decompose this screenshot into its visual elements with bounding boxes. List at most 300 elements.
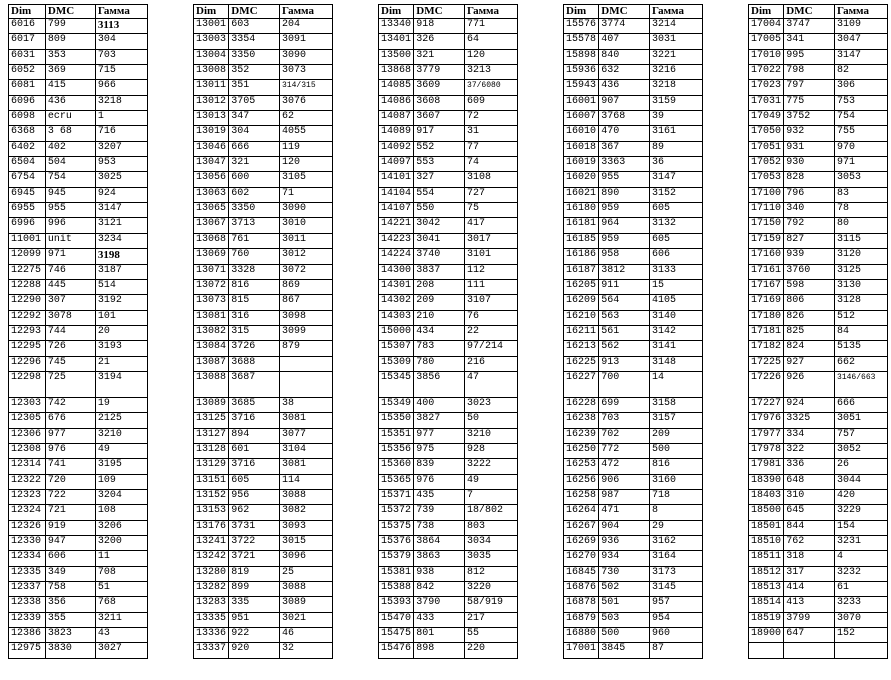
dmc-cell: 353: [45, 49, 95, 64]
dim-cell: 17031: [749, 95, 784, 110]
dmc-cell: 318: [784, 551, 835, 566]
gamma-cell: 879: [280, 341, 333, 356]
dim-cell: 12295: [9, 341, 46, 356]
gamma-cell: 101: [95, 310, 147, 325]
dmc-cell: 964: [599, 218, 650, 233]
table-row: [564, 397, 703, 412]
dim-cell: 14303: [379, 310, 414, 325]
dim-cell: 14223: [379, 233, 414, 248]
gamma-cell: 3081: [280, 413, 333, 428]
dim-cell: 13335: [194, 612, 229, 627]
gamma-cell: 220: [465, 643, 518, 658]
gamma-cell: 3214: [650, 19, 703, 34]
table-row: [564, 34, 703, 49]
gamma-cell: 82: [835, 65, 888, 80]
gamma-cell: 8: [650, 505, 703, 520]
dim-cell: 16258: [564, 489, 599, 504]
dmc-cell: 3830: [45, 643, 95, 658]
gamma-cell: 3099: [280, 325, 333, 340]
table-row: [194, 582, 333, 597]
gamma-cell: 3023: [465, 397, 518, 412]
table-row: [379, 520, 518, 535]
color-table-4: [563, 4, 703, 659]
gamma-cell: 954: [650, 612, 703, 627]
dmc-cell: 321: [229, 157, 280, 172]
dim-cell: 17227: [749, 397, 784, 412]
dmc-cell: 3716: [229, 459, 280, 474]
gamma-cell: 14: [650, 371, 703, 397]
dmc-cell: 3688: [229, 356, 280, 371]
gamma-cell: 3012: [280, 249, 333, 264]
dim-cell: 16269: [564, 536, 599, 551]
table-row: [194, 520, 333, 535]
gamma-cell: 49: [95, 443, 147, 458]
dim-cell: 16880: [564, 628, 599, 643]
gamma-cell: 306: [835, 80, 888, 95]
header-dmc: DMC: [599, 5, 650, 19]
dmc-cell: 601: [229, 443, 280, 458]
gamma-cell: 71: [280, 187, 333, 202]
dim-cell: 15307: [379, 341, 414, 356]
dmc-cell: 930: [784, 157, 835, 172]
gamma-cell: 867: [280, 295, 333, 310]
gamma-cell: 87: [650, 643, 703, 658]
table-row: [379, 371, 518, 397]
gamma-cell: 417: [465, 218, 518, 233]
gamma-cell: 3035: [465, 551, 518, 566]
dim-cell: 13868: [379, 65, 414, 80]
dmc-cell: 955: [45, 203, 95, 218]
dim-cell: 16250: [564, 443, 599, 458]
dmc-cell: 210: [414, 310, 465, 325]
header-row: [194, 5, 333, 19]
table-row: [194, 111, 333, 126]
gamma-cell: 74: [465, 157, 518, 172]
dmc-cell: 356: [45, 597, 95, 612]
dim-cell: 16238: [564, 413, 599, 428]
table-row: [194, 597, 333, 612]
table-row: [564, 218, 703, 233]
gamma-cell: 3120: [835, 249, 888, 264]
dim-cell: 17052: [749, 157, 784, 172]
gamma-cell: 3081: [280, 459, 333, 474]
table-row: [9, 474, 148, 489]
table-row: [379, 597, 518, 612]
table-row: [749, 310, 888, 325]
dim-cell: 6996: [9, 218, 46, 233]
gamma-cell: 3210: [465, 428, 518, 443]
gamma-cell: 3231: [835, 536, 888, 551]
table-row: [564, 111, 703, 126]
dmc-cell: 911: [599, 279, 650, 294]
gamma-cell: 666: [835, 397, 888, 412]
dmc-cell: 3863: [414, 551, 465, 566]
dmc-cell: 602: [229, 187, 280, 202]
dim-cell: 16213: [564, 341, 599, 356]
table-row: [564, 141, 703, 156]
gamma-cell: 43: [95, 628, 147, 643]
table-row: [379, 628, 518, 643]
header-dim: Dim: [564, 5, 599, 19]
dmc-cell: 3363: [599, 157, 650, 172]
dim-cell: 13087: [194, 356, 229, 371]
table-row: [9, 264, 148, 279]
gamma-cell: 109: [95, 474, 147, 489]
dim-cell: 15470: [379, 612, 414, 627]
table-row: [9, 233, 148, 248]
table-row: [749, 19, 888, 34]
gamma-cell: 816: [650, 459, 703, 474]
table-row: [379, 111, 518, 126]
gamma-cell: 3021: [280, 612, 333, 627]
dim-cell: 12335: [9, 566, 46, 581]
header-row: [564, 5, 703, 19]
table-row: [9, 34, 148, 49]
gamma-cell: 754: [835, 111, 888, 126]
dim-cell: 15379: [379, 551, 414, 566]
gamma-cell: 3140: [650, 310, 703, 325]
dim-cell: 15576: [564, 19, 599, 34]
header-row: [9, 5, 148, 19]
dmc-cell: 3812: [599, 264, 650, 279]
gamma-cell: 304: [95, 34, 147, 49]
gamma-cell: 3194: [95, 371, 147, 397]
dmc-cell: 435: [414, 489, 465, 504]
table-row: [379, 95, 518, 110]
table-row: [749, 157, 888, 172]
dmc-cell: 958: [599, 249, 650, 264]
dim-cell: 15476: [379, 643, 414, 658]
dmc-cell: ecru: [45, 111, 95, 126]
dim-cell: 15351: [379, 428, 414, 443]
dim-cell: 14097: [379, 157, 414, 172]
gamma-cell: 953: [95, 157, 147, 172]
gamma-cell: 3161: [650, 126, 703, 141]
dmc-cell: 336: [784, 459, 835, 474]
gamma-cell: 3091: [280, 34, 333, 49]
table-row: [749, 356, 888, 371]
dim-cell: 15371: [379, 489, 414, 504]
table-row: [194, 34, 333, 49]
dmc-cell: 798: [784, 65, 835, 80]
dim-cell: [749, 643, 784, 658]
header-dmc: DMC: [784, 5, 835, 19]
dim-cell: 13067: [194, 218, 229, 233]
table-row: [9, 566, 148, 581]
table-row: [9, 325, 148, 340]
gamma-cell: 58/919: [465, 597, 518, 612]
dim-cell: 15943: [564, 80, 599, 95]
table-row: [749, 536, 888, 551]
gamma-cell: 3072: [280, 264, 333, 279]
dmc-cell: 746: [45, 264, 95, 279]
table-row: [9, 19, 148, 34]
dmc-cell: 504: [45, 157, 95, 172]
dmc-cell: 825: [784, 325, 835, 340]
gamma-cell: 2125: [95, 413, 147, 428]
dmc-cell: 402: [45, 141, 95, 156]
dim-cell: 13071: [194, 264, 229, 279]
dmc-cell: 3354: [229, 34, 280, 49]
gamma-cell: 716: [95, 126, 147, 141]
dim-cell: 18512: [749, 566, 784, 581]
dim-cell: 15365: [379, 474, 414, 489]
gamma-cell: 500: [650, 443, 703, 458]
gamma-cell: 31: [465, 126, 518, 141]
dim-cell: 13127: [194, 428, 229, 443]
dmc-cell: 987: [599, 489, 650, 504]
table-row: [379, 397, 518, 412]
dmc-cell: 3328: [229, 264, 280, 279]
table-row: [194, 65, 333, 80]
table-row: [194, 80, 333, 95]
table-row: [564, 474, 703, 489]
dmc-cell: 913: [599, 356, 650, 371]
dim-cell: 14092: [379, 141, 414, 156]
dim-cell: 13019: [194, 126, 229, 141]
gamma-cell: 3052: [835, 443, 888, 458]
gamma-cell: 3093: [280, 520, 333, 535]
gamma-cell: 120: [280, 157, 333, 172]
dmc-cell: 470: [599, 126, 650, 141]
dmc-cell: 840: [599, 49, 650, 64]
gamma-cell: 3147: [95, 203, 147, 218]
table-row: [194, 203, 333, 218]
table-row: [194, 341, 333, 356]
table-row: [194, 310, 333, 325]
table-row: [194, 141, 333, 156]
table-row: [564, 597, 703, 612]
gamma-cell: 3207: [95, 141, 147, 156]
dim-cell: 13013: [194, 111, 229, 126]
dmc-cell: 334: [784, 428, 835, 443]
table-row: [749, 428, 888, 443]
gamma-cell: 83: [835, 187, 888, 202]
gamma-cell: 3130: [835, 279, 888, 294]
table-row: [749, 505, 888, 520]
dmc-cell: 606: [45, 551, 95, 566]
dmc-cell: 367: [599, 141, 650, 156]
dim-cell: 15372: [379, 505, 414, 520]
gamma-cell: 32: [280, 643, 333, 658]
dmc-cell: 806: [784, 295, 835, 310]
table-row: [379, 505, 518, 520]
dim-cell: 13336: [194, 628, 229, 643]
table-row: [379, 19, 518, 34]
table-row: [9, 597, 148, 612]
gamma-cell: 3204: [95, 489, 147, 504]
gamma-cell: 3073: [280, 65, 333, 80]
gamma-cell: 204: [280, 19, 333, 34]
gamma-cell: 51: [95, 582, 147, 597]
dmc-cell: 317: [784, 566, 835, 581]
gamma-cell: 77: [465, 141, 518, 156]
table-row: [9, 505, 148, 520]
table-row: [749, 413, 888, 428]
gamma-cell: 3234: [95, 233, 147, 248]
gamma-cell: 966: [95, 80, 147, 95]
gamma-cell: 3104: [280, 443, 333, 458]
dim-cell: 6016: [9, 19, 46, 34]
dmc-cell: 552: [414, 141, 465, 156]
table-row: [564, 264, 703, 279]
dmc-cell: 471: [599, 505, 650, 520]
dmc-cell: 600: [229, 172, 280, 187]
gamma-cell: 18/802: [465, 505, 518, 520]
table-row: [564, 65, 703, 80]
dim-cell: 13088: [194, 371, 229, 397]
dim-cell: 18390: [749, 474, 784, 489]
dmc-cell: unit: [45, 233, 95, 248]
table-row: [9, 551, 148, 566]
gamma-cell: 3132: [650, 218, 703, 233]
table-row: [749, 80, 888, 95]
table-row: [9, 413, 148, 428]
table-row: [564, 157, 703, 172]
gamma-cell: 3090: [280, 49, 333, 64]
dmc-cell: 415: [45, 80, 95, 95]
dmc-cell: 951: [229, 612, 280, 627]
gamma-cell: 97/214: [465, 341, 518, 356]
dmc-cell: 824: [784, 341, 835, 356]
dim-cell: 13072: [194, 279, 229, 294]
gamma-cell: 19: [95, 397, 147, 412]
table-row: [194, 126, 333, 141]
table-row: [9, 310, 148, 325]
dmc-cell: 959: [599, 203, 650, 218]
table-row: [9, 126, 148, 141]
dmc-cell: 977: [45, 428, 95, 443]
dim-cell: 14301: [379, 279, 414, 294]
dmc-cell: 3722: [229, 536, 280, 551]
gamma-cell: 114: [280, 474, 333, 489]
table-row: [564, 295, 703, 310]
dim-cell: 16267: [564, 520, 599, 535]
table-row: [379, 459, 518, 474]
dim-cell: 13153: [194, 505, 229, 520]
table-row: [564, 566, 703, 581]
dim-cell: 12298: [9, 371, 46, 397]
table-row: [749, 264, 888, 279]
dmc-cell: 938: [414, 566, 465, 581]
dim-cell: 12324: [9, 505, 46, 520]
dmc-cell: 349: [45, 566, 95, 581]
dmc-cell: 434: [414, 325, 465, 340]
table-row: [749, 295, 888, 310]
dim-cell: 15381: [379, 566, 414, 581]
dmc-cell: 792: [784, 218, 835, 233]
dim-cell: 13001: [194, 19, 229, 34]
table-row: [379, 264, 518, 279]
gamma-cell: 25: [280, 566, 333, 581]
dim-cell: 18501: [749, 520, 784, 535]
gamma-cell: 3105: [280, 172, 333, 187]
dmc-cell: 819: [229, 566, 280, 581]
dmc-cell: 315: [229, 325, 280, 340]
dmc-cell: 553: [414, 157, 465, 172]
gamma-cell: 3159: [650, 95, 703, 110]
table-row: [564, 172, 703, 187]
dim-cell: 16264: [564, 505, 599, 520]
gamma-cell: 3115: [835, 233, 888, 248]
gamma-cell: 3070: [835, 612, 888, 627]
gamma-cell: 3108: [465, 172, 518, 187]
dmc-cell: 726: [45, 341, 95, 356]
gamma-cell: 3034: [465, 536, 518, 551]
dim-cell: 6504: [9, 157, 46, 172]
table-row: [9, 428, 148, 443]
dim-cell: 13128: [194, 443, 229, 458]
dim-cell: 13151: [194, 474, 229, 489]
gamma-cell: 39: [650, 111, 703, 126]
dim-cell: 14224: [379, 249, 414, 264]
dim-cell: 16187: [564, 264, 599, 279]
dim-cell: 12975: [9, 643, 46, 658]
dim-cell: 17005: [749, 34, 784, 49]
table-row: [379, 341, 518, 356]
table-row: [564, 643, 703, 658]
table-row: [564, 310, 703, 325]
gamma-cell: 957: [650, 597, 703, 612]
dim-cell: 14221: [379, 218, 414, 233]
gamma-cell: 4: [835, 551, 888, 566]
gamma-cell: 80: [835, 218, 888, 233]
dim-cell: 16209: [564, 295, 599, 310]
dmc-cell: 3747: [784, 19, 835, 34]
dim-cell: 13008: [194, 65, 229, 80]
dim-cell: 17181: [749, 325, 784, 340]
dmc-cell: 351: [229, 80, 280, 95]
table-row: [749, 597, 888, 612]
dmc-cell: 208: [414, 279, 465, 294]
dim-cell: 16001: [564, 95, 599, 110]
dmc-cell: 959: [599, 233, 650, 248]
dmc-cell: 3864: [414, 536, 465, 551]
table-row: [749, 566, 888, 581]
table-row: [194, 49, 333, 64]
table-row: [564, 551, 703, 566]
dim-cell: 14085: [379, 80, 414, 95]
gamma-cell: 757: [835, 428, 888, 443]
table-row: [564, 443, 703, 458]
gamma-cell: 75: [465, 203, 518, 218]
dim-cell: 13068: [194, 233, 229, 248]
table-row: [194, 413, 333, 428]
table-row: [194, 628, 333, 643]
dmc-cell: 955: [599, 172, 650, 187]
gamma-cell: 3027: [95, 643, 147, 658]
table-row: [564, 459, 703, 474]
dmc-cell: 3607: [414, 111, 465, 126]
table-row: [194, 474, 333, 489]
table-row: [379, 65, 518, 80]
dmc-cell: 3350: [229, 203, 280, 218]
table-row: [9, 218, 148, 233]
dim-cell: 6031: [9, 49, 46, 64]
table-row: [194, 428, 333, 443]
dim-cell: 16020: [564, 172, 599, 187]
dim-cell: 17100: [749, 187, 784, 202]
dmc-cell: 598: [784, 279, 835, 294]
dmc-cell: 326: [414, 34, 465, 49]
table-row: [564, 413, 703, 428]
dmc-cell: 502: [599, 582, 650, 597]
dim-cell: 17001: [564, 643, 599, 658]
table-row: [9, 95, 148, 110]
table-row: [749, 172, 888, 187]
dmc-cell: 3726: [229, 341, 280, 356]
gamma-cell: 112: [465, 264, 518, 279]
